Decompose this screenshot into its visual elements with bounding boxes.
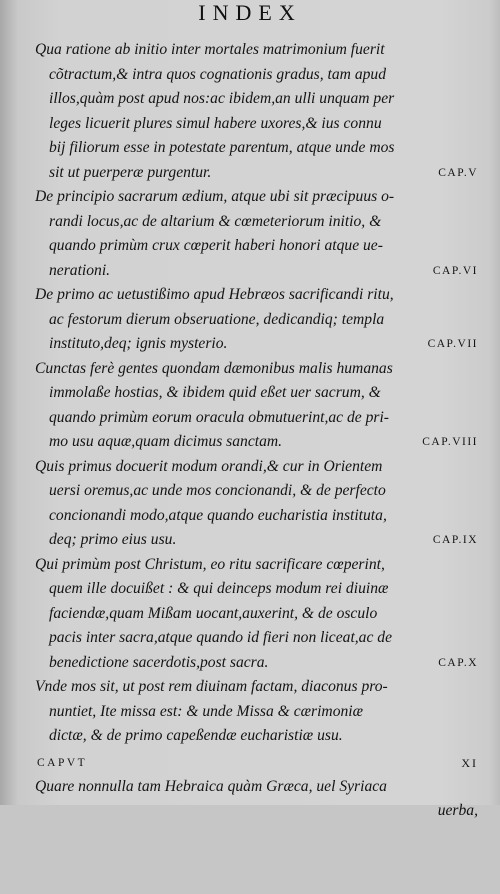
entry-line: leges licuerit plures simul habere uxores,& ius connu [49, 114, 382, 132]
index-entry-cap-vii [35, 283, 478, 357]
entry-line: ac festorum dierum obseruatione, dedicandiq; templa [49, 310, 385, 328]
chapter-reference: CAP.V [438, 166, 478, 179]
entry-last-line [35, 161, 478, 186]
entry-line: benedictione sacerdotis,post sacra. [49, 653, 269, 671]
entry-line: illos,quàm post apud nos:ac ibidem,an ulli unquam per [49, 90, 395, 107]
index-title: INDEX [198, 0, 302, 25]
entry-line: De primo ac uetustißimo apud Hebræos sacrificandi ritu, [35, 286, 394, 303]
chapter-reference: CAP.IX [432, 534, 478, 546]
entry-last-line [35, 651, 478, 676]
entry-line: Quare nonnulla tam Hebraica quàm Græca, uel Syriaca [35, 777, 387, 795]
entry-line: bij filiorum esse in potestate parentum, atque unde mos [49, 139, 395, 156]
entry-line: quem ille docuißet : & qui deinceps modum rei diuinæ [49, 580, 389, 597]
chapter-heading [35, 751, 478, 775]
entry-line: instituto,deq; ignis mysterio. [49, 335, 228, 352]
entry-line: mo usu aquæ,quam dicimus sanctam. [49, 433, 283, 450]
entry-line: quando primùm crux cœperit haberi honori atque ue- [49, 237, 383, 254]
index-entry-cap-viii [35, 357, 478, 455]
entry-line: deq; primo eius usu. [49, 531, 177, 548]
entry-line: pacis inter sacra,atque quando id fieri non liceat,ac de [49, 629, 393, 646]
entry-line: dictæ, & de primo capeßendæ eucharistiæ usu. [49, 727, 343, 744]
index-entries [35, 38, 478, 824]
entry-line: Qui primùm post Christum, eo ritu sacrificare cœperint, [35, 555, 385, 573]
index-entry-missa [35, 675, 478, 749]
chapter-reference: CAP.VII [427, 338, 478, 350]
entry-line: immolaße hostias, & ibidem quid eßet uer sacrum, & [49, 384, 381, 401]
index-entry-final [35, 775, 478, 824]
entry-line: concionandi modo,atque quando eucharistia instituta, [49, 506, 387, 524]
entry-last-line [35, 430, 478, 455]
entry-line: faciendæ,quam Mißam uocant,auxerint, & de osculo [49, 604, 378, 622]
entry-last-line [35, 528, 478, 553]
entry-last-line [35, 259, 478, 284]
index-entry-cap-ix [35, 455, 478, 553]
index-entry-cap-vi [35, 185, 478, 283]
entry-line: nerationi. [49, 261, 111, 279]
entry-line: Quis primus docuerit modum orandi,& cur in Orientem [35, 457, 383, 475]
entry-line: Cunctas ferè gentes quondam dæmonibus malis humanas [35, 359, 393, 377]
chapter-reference: CAP.VIII [422, 436, 478, 448]
index-entry-cap-x [35, 553, 478, 676]
entry-line: Qua ratione ab initio inter mortales matrimonium fuerit [35, 41, 385, 58]
entry-line: cõtractum,& intra quos cognationis gradus, tam apud [49, 65, 387, 83]
entry-line: nuntiet, Ite missa est: & unde Missa & cærimoniæ [49, 702, 364, 720]
entry-line: quando primùm eorum oracula obmutuerint,ac de pri- [49, 408, 390, 426]
chapter-reference: CAP.X [438, 656, 478, 669]
entry-line: uersi oremus,ac unde mos concionandi, & de perfecto [49, 482, 386, 499]
chapter-heading-label: CAPVT [37, 756, 88, 769]
entry-line: sit ut puerperæ purgentur. [49, 163, 212, 181]
chapter-heading-number: XI [461, 755, 478, 770]
entry-line: randi locus,ac de altarium & cœmeteriorum initio, & [49, 212, 382, 230]
entry-line: De principio sacrarum ædium, atque ubi sit præcipuus o- [35, 188, 395, 205]
chapter-reference: CAP.VI [432, 264, 478, 277]
index-entry-cap-v [35, 38, 478, 185]
entry-last-line [35, 332, 478, 357]
entry-line: uerba, [437, 802, 478, 819]
entry-line: Vnde mos sit, ut post rem diuinam factam, diaconus pro- [35, 678, 388, 695]
page-header [0, 0, 500, 26]
